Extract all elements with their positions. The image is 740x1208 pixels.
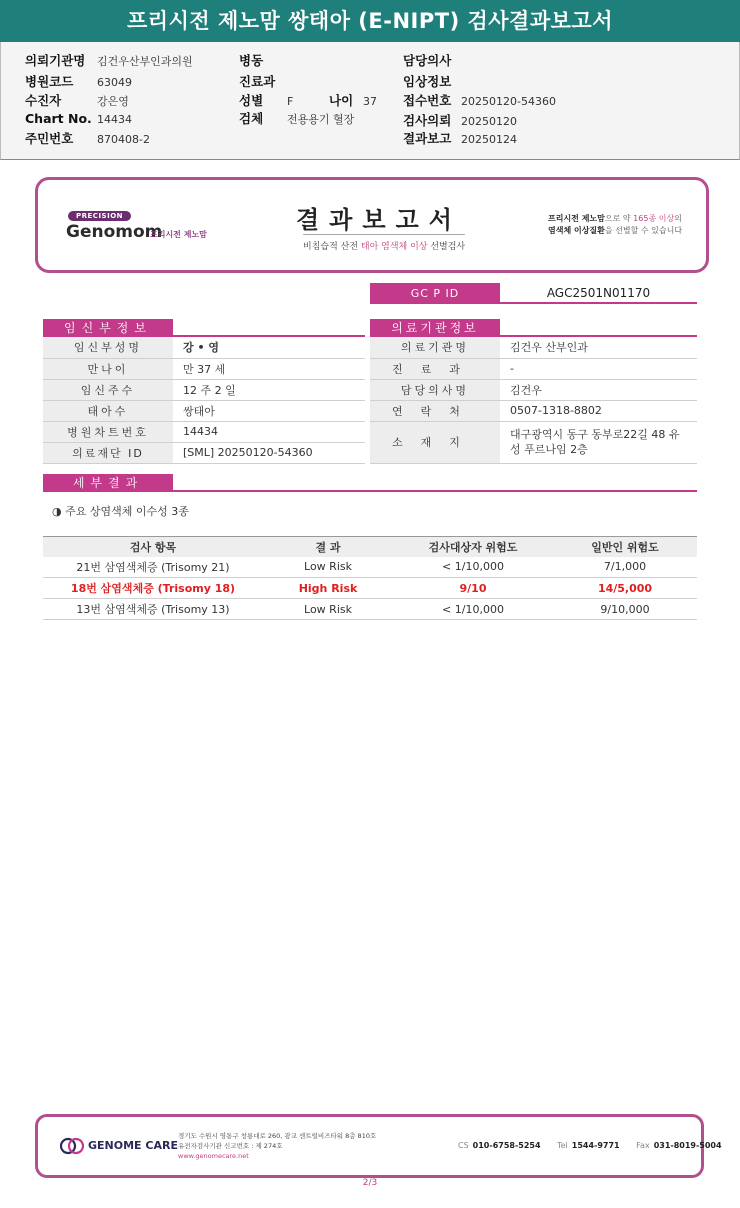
genomom-sub-logo: 프리시전 제노맘 (150, 230, 207, 239)
table-row: 담당의사명 김건우 (370, 379, 697, 400)
field-doctor: 담당의사 (403, 53, 452, 68)
table-row: 임신부성명 강 • 영 (43, 337, 365, 358)
result-table (43, 536, 697, 620)
result-header-row: 검사 항목 결 과 검사대상자 위험도 일반인 위험도 (43, 537, 697, 557)
field-chart-no: Chart No. 14434 (25, 111, 132, 126)
gcpid-label: GC P ID (370, 283, 500, 304)
table-row: 태아수 쌍태아 (43, 400, 365, 421)
field-specimen: 검체 전용용기 혈장 (239, 111, 355, 126)
field-sex: 성별 F (239, 93, 294, 108)
detail-rule (173, 490, 697, 492)
table-row: 소재지 대구광역시 동구 동부로22길 48 유성 푸르나임 2층 (370, 421, 697, 463)
field-ward: 병동 (239, 53, 264, 68)
gcpid-value: AGC2501N01170 (500, 283, 697, 304)
field-receipt-no: 접수번호 20250120-54360 (403, 93, 556, 108)
report-banner-title: 프리시전 제노맘 쌍태아 (E-NIPT) 검사결과보고서 (0, 0, 740, 42)
field-resident-no: 주민번호 870408-2 (25, 131, 150, 146)
field-request-date: 검사의뢰 20250120 (403, 113, 517, 128)
field-department: 진료과 (239, 74, 276, 89)
table-row: 의료기관명 김건우 산부인과 (370, 337, 697, 358)
report-subtitle: 비침습적 산전 태아 염색체 이상 선별검사 (303, 234, 465, 252)
field-patient: 수진자 강은영 (25, 93, 129, 108)
detail-note: ◑ 주요 상염색체 이수성 3종 (52, 505, 189, 518)
field-age: 나이 37 (329, 93, 377, 108)
footer-contacts: CS 010-6758-5254 Tel 1544-9771 Fax 031-8019-5004 (458, 1141, 722, 1150)
institution-info-heading: 의료기관정보 (370, 319, 500, 337)
genome-care-name: GENOME CARE (88, 1139, 178, 1152)
report-title: 결과보고서 (296, 206, 462, 234)
table-row: 병원차트번호 14434 (43, 421, 365, 442)
page-number: 2/3 (362, 1178, 378, 1188)
genomom-logo: Genomom (66, 222, 163, 242)
footer-card (35, 1114, 722, 1178)
report-card-tagline: 프리시전 제노맘으로 약 165종 이상의 염색체 이상질환을 선별할 수 있습니다 (548, 214, 683, 235)
table-row: 13번 삼염색체증 (Trisomy 13) Low Risk < 1/10,000 9/10,000 (43, 599, 697, 620)
footer-url-link[interactable]: www.genomecare.net (178, 1152, 249, 1160)
table-row: 의료재단 ID [SML] 20250120-54360 (43, 442, 365, 463)
table-row-high-risk: 18번 삼염색체증 (Trisomy 18) High Risk 9/10 14/5,000 (43, 578, 697, 599)
detail-heading: 세부결과 (43, 474, 173, 492)
patient-header (0, 42, 740, 160)
footer-address: 경기도 수원시 영통구 창룡대로 260, 광교 센트럴비즈타워 8층 810호 유전자검사기관 신고번호 : 제 274호 www.genomecare.net (178, 1132, 377, 1160)
pregnant-info-heading: 임신부정보 (43, 319, 173, 337)
field-hospital-code: 병원코드 63049 (25, 74, 132, 89)
institution-info-table (370, 337, 697, 464)
field-clinical-info: 임상정보 (403, 74, 452, 89)
field-report-date: 결과보고 20250124 (403, 131, 517, 146)
table-row: 만나이 만 37 세 (43, 358, 365, 379)
table-row: 임신주수 12 주 2 일 (43, 379, 365, 400)
table-row: 연락처 0507-1318-8802 (370, 400, 697, 421)
pregnant-info-table (43, 337, 365, 464)
table-row: 진료과 - (370, 358, 697, 379)
genome-care-logo-icon (60, 1137, 84, 1155)
report-header-card (35, 177, 709, 273)
table-row: 21번 삼염색체증 (Trisomy 21) Low Risk < 1/10,000 7/1,000 (43, 557, 697, 578)
field-institution: 의뢰기관명 김건우산부인과의원 (25, 53, 193, 68)
precision-badge: PRECISION (68, 211, 131, 221)
